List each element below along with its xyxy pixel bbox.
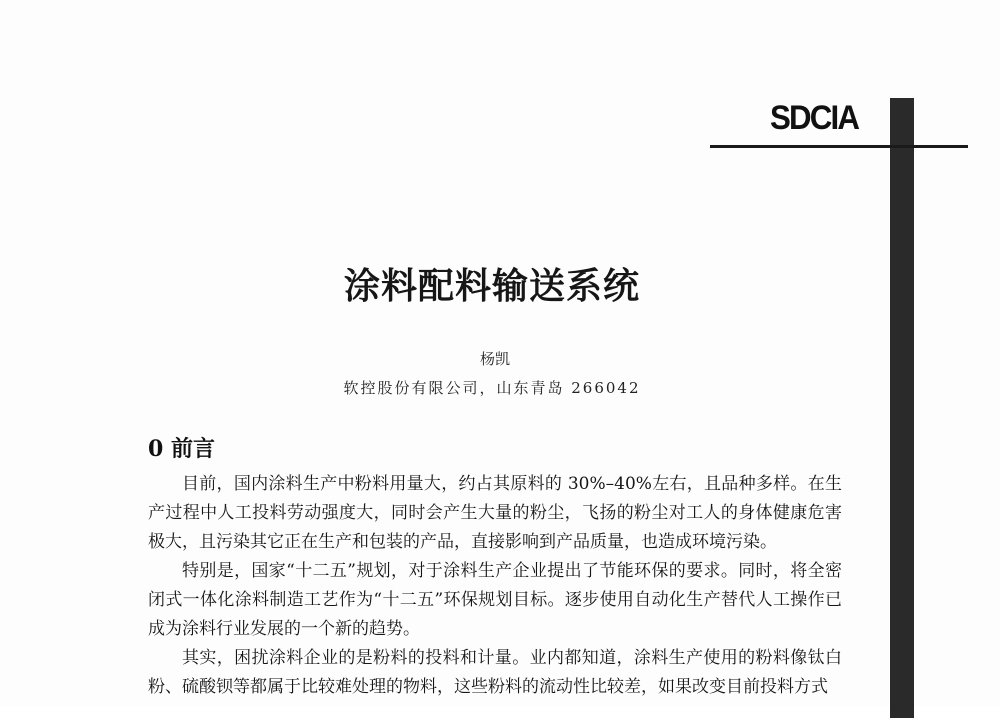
article-author: 杨凯 [479, 350, 510, 368]
paragraph: 其实，困扰涂料企业的是粉料的投料和计量。业内都知道，涂料生产使用的粉料像钛白粉、硫酸钡等都属于比较难处理的物料，这些粉料的流动性比较差，如果改变目前投料方式 [148, 648, 842, 697]
paragraph: 特别是，国家“十二五”规划，对于涂料生产企业提出了节能环保的要求。同时，将全密闭式一体化涂料制造工艺作为“十二五”环保规划目标。逐步使用自动化生产替代人工操作已成为涂料行业发展的一个新的趋势。 [148, 561, 842, 639]
header-rule [710, 145, 968, 148]
section-heading: 0 前言 [148, 436, 215, 462]
article-affiliation: 软控股份有限公司，山东青岛 266042 [343, 379, 641, 397]
page-edge-bar [890, 98, 914, 718]
paragraph: 目前，国内涂料生产中粉料用量大，约占其原料的 30%–40%左右，且品种多样。在生产过程中人工投料劳动强度大，同时会产生大量的粉尘，飞扬的粉尘对工人的身体健康危害极大，且污染其它正在生产和包装的产品，直接影响到产品质量，也造成环境污染。 [148, 474, 842, 552]
article-title: 涂料配料输送系统 [343, 265, 640, 307]
journal-logo: SDCIA [770, 99, 859, 137]
section-body [148, 470, 842, 702]
